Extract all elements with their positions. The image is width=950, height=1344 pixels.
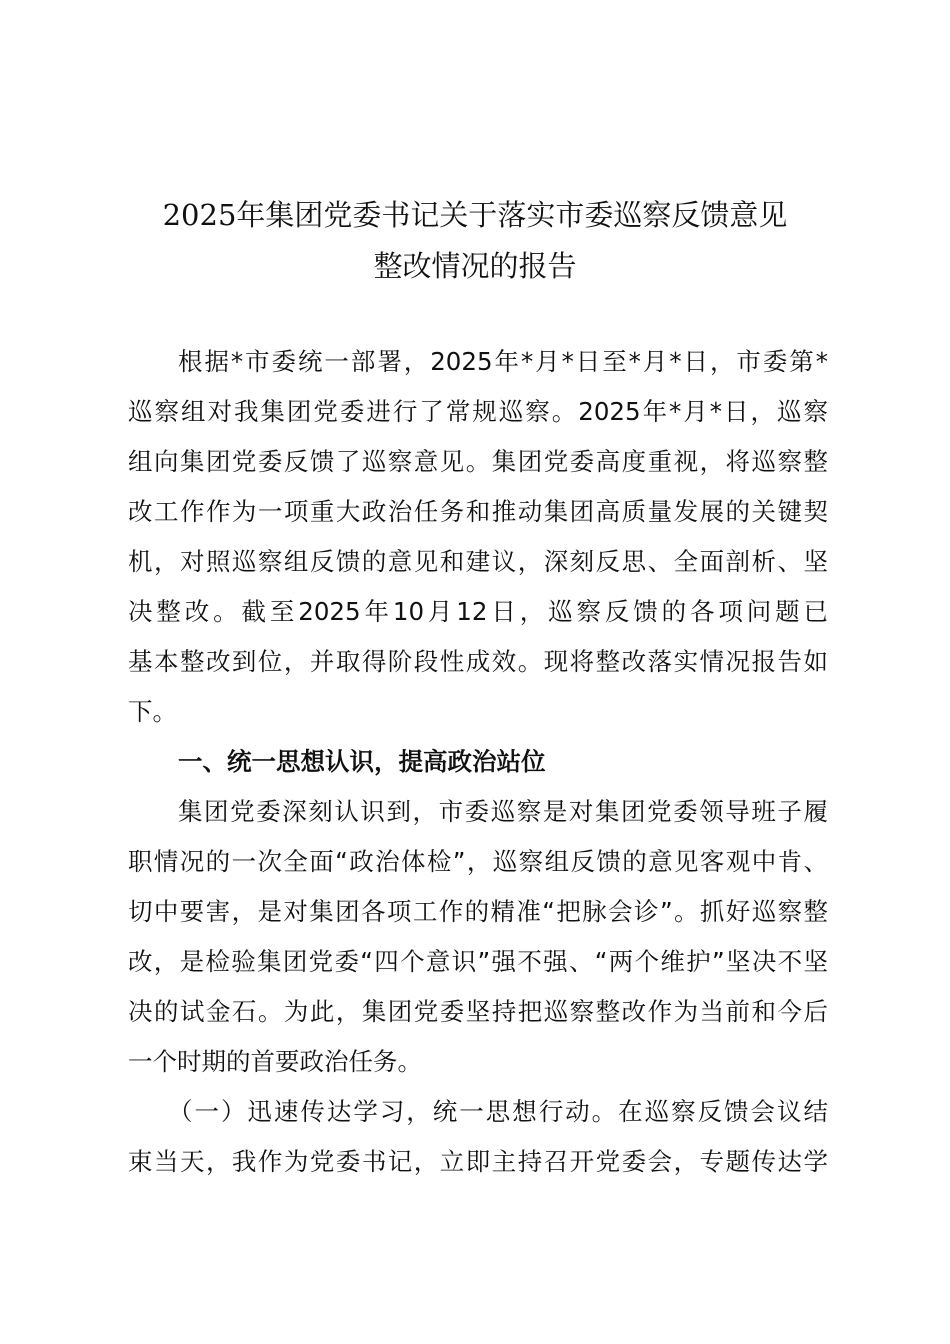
paragraph-line: 集团党委深刻认识到，市委巡察是对集团党委领导班子履 xyxy=(178,797,828,826)
document-title-line-1: 2025年集团党委书记关于落实市委巡察反馈意见 xyxy=(162,198,788,232)
paragraph-line: 组向集团党委反馈了巡察意见。集团党委高度重视，将巡察整 xyxy=(128,447,828,476)
paragraph-line: 改，是检验集团党委“四个意识”强不强、“两个维护”坚决不坚 xyxy=(128,947,828,976)
paragraph-line: 下。 xyxy=(128,697,177,726)
paragraph-line: 基本整改到位，并取得阶段性成效。现将整改落实情况报告如 xyxy=(128,647,828,676)
section-heading: 一、统一思想认识，提高政治站位 xyxy=(178,747,546,776)
paragraph-line: 决整改。截至2025年10月12日，巡察反馈的各项问题已 xyxy=(128,597,828,626)
document-title-line-2: 整改情况的报告 xyxy=(373,249,577,283)
paragraph-line: 机，对照巡察组反馈的意见和建议，深刻反思、全面剖析、坚 xyxy=(128,547,828,576)
paragraph-line: 巡察组对我集团党委进行了常规巡察。2025年*月*日，巡察 xyxy=(128,397,828,426)
paragraph-line: 一个时期的首要政治任务。 xyxy=(128,1047,422,1076)
paragraph-line: 切中要害，是对集团各项工作的精准“把脉会诊”。抓好巡察整 xyxy=(128,897,828,926)
paragraph-line: 决的试金石。为此，集团党委坚持把巡察整改作为当前和今后 xyxy=(128,997,828,1026)
paragraph-line: 根据*市委统一部署，2025年*月*日至*月*日，市委第* xyxy=(178,347,828,376)
paragraph-line: 改工作作为一项重大政治任务和推动集团高质量发展的关键契 xyxy=(128,497,828,526)
paragraph-line: 职情况的一次全面“政治体检”，巡察组反馈的意见客观中肯、 xyxy=(128,847,828,876)
paragraph-line: （一）迅速传达学习，统一思想行动。在巡察反馈会议结 xyxy=(168,1097,828,1126)
paragraph-line: 束当天，我作为党委书记，立即主持召开党委会，专题传达学 xyxy=(128,1147,828,1176)
